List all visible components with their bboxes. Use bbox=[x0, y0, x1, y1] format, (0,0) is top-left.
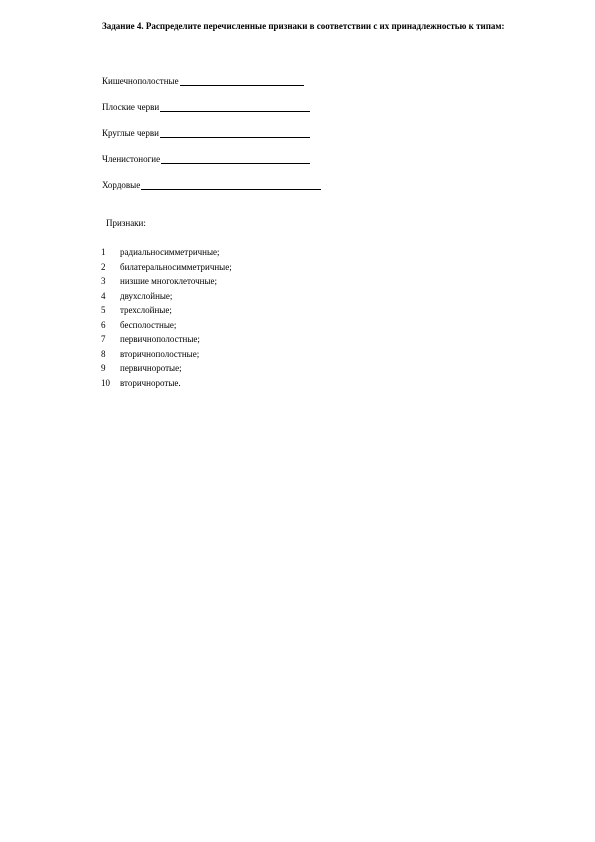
item-number: 6 bbox=[101, 319, 106, 330]
item-text: вторичноротые. bbox=[120, 377, 181, 388]
type-label: Кишечнополостные bbox=[102, 76, 179, 86]
type-label: Плоские черви bbox=[102, 102, 160, 112]
item-number: 8 bbox=[101, 348, 106, 359]
type-label: Членистоногие bbox=[102, 154, 161, 164]
item-number: 5 bbox=[101, 305, 106, 315]
type-label: Хордовые bbox=[102, 180, 141, 190]
type-row-arthropods bbox=[102, 138, 362, 164]
item-number: 10 bbox=[101, 377, 110, 388]
item-text: билатеральносимметричные; bbox=[120, 261, 232, 272]
list-item bbox=[101, 260, 232, 275]
item-number: 3 bbox=[101, 276, 106, 286]
answer-blank[interactable] bbox=[160, 128, 310, 138]
answer-blank[interactable] bbox=[180, 76, 304, 86]
list-item bbox=[101, 361, 232, 376]
type-label: Круглые черви bbox=[102, 128, 159, 138]
item-text: радиальносимметричные; bbox=[120, 247, 220, 257]
answer-blank[interactable] bbox=[160, 102, 310, 112]
list-item bbox=[101, 332, 232, 347]
list-item bbox=[101, 289, 232, 304]
task-heading: Задание 4. Распределите перечисленные признаки в соответствии с их принадлежностью к типам: bbox=[102, 21, 505, 31]
item-text: трехслойные; bbox=[120, 305, 172, 315]
item-text: вторичнополостные; bbox=[120, 348, 200, 359]
type-row-chordates bbox=[102, 164, 362, 190]
item-text: бесполостные; bbox=[120, 319, 177, 330]
list-item bbox=[101, 318, 232, 333]
answer-blank[interactable] bbox=[141, 180, 321, 190]
list-item bbox=[101, 376, 232, 391]
types-list bbox=[102, 60, 362, 190]
item-text: низшие многоклеточные; bbox=[120, 276, 217, 286]
type-row-coelenterates bbox=[102, 60, 362, 86]
list-item bbox=[101, 303, 232, 318]
type-row-flatworms bbox=[102, 86, 362, 112]
item-text: первичноротые; bbox=[120, 363, 182, 373]
list-item bbox=[101, 245, 232, 260]
item-number: 2 bbox=[101, 261, 106, 272]
item-number: 9 bbox=[101, 363, 106, 373]
type-row-roundworms bbox=[102, 112, 362, 138]
item-number: 7 bbox=[101, 334, 106, 344]
traits-title: Признаки: bbox=[106, 218, 146, 228]
list-item bbox=[101, 347, 232, 362]
item-text: двухслойные; bbox=[120, 290, 173, 301]
list-item bbox=[101, 274, 232, 289]
answer-blank[interactable] bbox=[161, 154, 310, 164]
traits-list bbox=[101, 245, 232, 390]
item-text: первичнополостные; bbox=[120, 334, 200, 344]
item-number: 4 bbox=[101, 290, 106, 301]
item-number: 1 bbox=[101, 247, 106, 257]
